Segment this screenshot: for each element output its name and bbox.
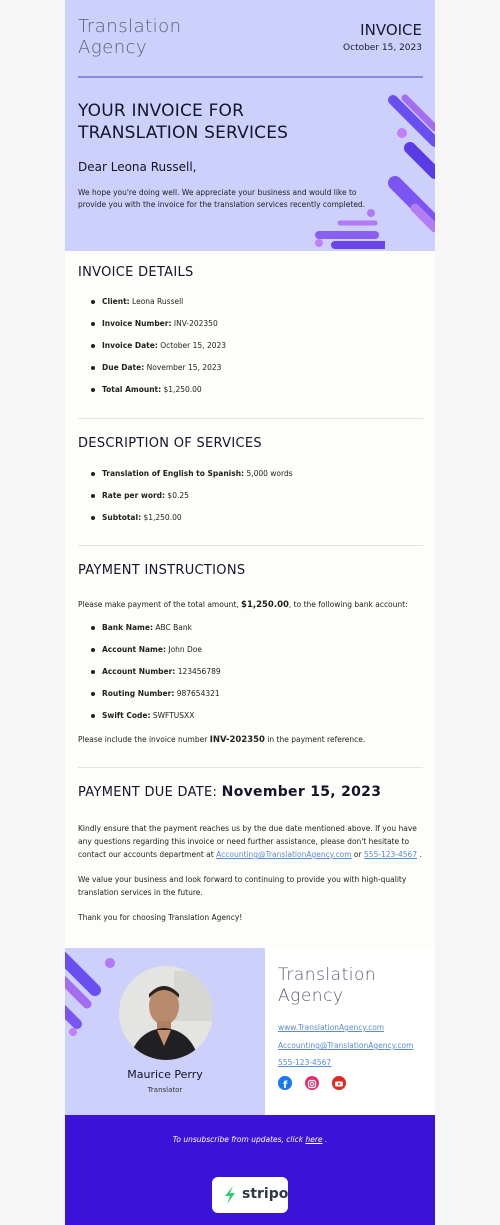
list-item <box>91 468 293 490</box>
list-item <box>91 622 221 644</box>
invoice-details-list <box>91 296 226 406</box>
item-label: Routing Number: <box>102 689 175 698</box>
greeting: Dear Leona Russell, <box>78 160 197 174</box>
signature-card <box>65 948 265 1115</box>
thank-you-text: Thank you for choosing Translation Agency! <box>78 913 243 922</box>
item-label: Due Date: <box>102 363 145 372</box>
item-value: $1,250.00 <box>141 513 182 522</box>
item-value: INV-202350 <box>171 319 218 328</box>
item-value: ABC Bank <box>152 623 192 632</box>
item-value: 987654321 <box>174 689 220 698</box>
payment-intro <box>78 598 423 612</box>
text-span: PAYMENT DUE DATE: <box>78 785 222 800</box>
intro-text: We hope you're doing well. We appreciate your business and would like to provide you with the invoice for the translation services recently completed. <box>78 188 366 209</box>
payment-reference-note <box>78 733 423 747</box>
text-span: Kindly ensure that the payment reaches us by the due date mentioned above. If you have any questions regarding this invoice or need further assistance, please don't hesitate to contact our accounts department at <box>78 824 417 859</box>
text-span: in the payment reference. <box>264 735 366 744</box>
due-date-value: November 15, 2023 <box>221 784 382 800</box>
item-label: Swift Code: <box>102 711 151 720</box>
item-label: Rate per word: <box>102 491 166 500</box>
invoice-date: October 15, 2023 <box>343 43 422 53</box>
website-link[interactable]: www.TranslationAgency.com <box>278 1023 385 1032</box>
list-item <box>91 340 226 362</box>
total-amount: $1,250.00 <box>241 600 289 610</box>
item-label: Invoice Number: <box>102 319 172 328</box>
item-label: Account Number: <box>102 667 176 676</box>
list-item <box>91 384 226 406</box>
invoice-details-heading: INVOICE DETAILS <box>78 265 194 280</box>
email-link[interactable]: Accounting@TranslationAgency.com <box>278 1041 414 1050</box>
item-value: 5,000 words <box>244 469 293 478</box>
list-item <box>91 666 221 688</box>
item-value: 123456789 <box>175 667 221 676</box>
decorative-wave-icon <box>305 205 385 251</box>
list-item <box>91 688 221 710</box>
svg-text:f: f <box>283 1080 288 1091</box>
item-label: Client: <box>102 297 130 306</box>
header-divider <box>78 76 423 78</box>
section-divider <box>78 545 423 546</box>
text-span: , to the following bank account: <box>288 600 408 609</box>
item-label: Invoice Date: <box>102 341 158 350</box>
bank-details-list <box>91 622 221 732</box>
item-label: Account Name: <box>102 645 166 654</box>
unsubscribe-link[interactable]: here <box>305 1135 323 1144</box>
stripo-badge[interactable] <box>212 1177 288 1213</box>
section-divider <box>78 767 423 768</box>
list-item <box>91 710 221 732</box>
page-title: YOUR INVOICE FOR TRANSLATION SERVICES <box>78 101 289 143</box>
text-span: . <box>322 1135 328 1144</box>
invoice-number: INV-202350 <box>209 735 265 745</box>
email-link[interactable]: Accounting@TranslationAgency.com <box>216 850 352 859</box>
section-divider <box>78 418 423 419</box>
footer-brand-text: Translation Agency <box>278 965 377 1006</box>
facebook-icon[interactable] <box>278 1076 292 1090</box>
list-item <box>91 490 293 512</box>
item-value: $1,250.00 <box>161 385 202 394</box>
text-span: . <box>417 850 422 859</box>
person-role: Translator <box>147 1086 183 1094</box>
text-span: Please make payment of the total amount, <box>78 600 242 609</box>
person-name: Maurice Perry <box>127 1068 203 1081</box>
stripo-logo-icon <box>221 1185 239 1205</box>
due-date-heading <box>78 784 381 800</box>
item-label: Bank Name: <box>102 623 153 632</box>
decorative-shapes-icon <box>385 88 435 238</box>
content-section <box>65 251 435 948</box>
phone-link[interactable]: 555-123-4567 <box>278 1058 332 1067</box>
hero-section <box>65 0 435 251</box>
person-photo-icon <box>119 966 213 1060</box>
list-item <box>91 512 293 534</box>
item-value: Leona Russell <box>129 297 184 306</box>
list-item <box>91 362 226 384</box>
value-paragraph: We value your business and look forward to continuing to provide you with high-quality translation services in the future. <box>78 875 407 897</box>
item-value: $0.25 <box>165 491 189 500</box>
payment-heading: PAYMENT INSTRUCTIONS <box>78 563 246 578</box>
avatar <box>119 966 213 1060</box>
youtube-icon[interactable] <box>332 1076 346 1090</box>
item-label: Subtotal: <box>102 513 142 522</box>
item-label: Total Amount: <box>102 385 162 394</box>
invoice-label: INVOICE <box>360 21 422 39</box>
item-value: John Doe <box>165 645 203 654</box>
email-container <box>65 0 435 1225</box>
phone-link[interactable]: 555-123-4567 <box>363 850 418 859</box>
list-item <box>91 296 226 318</box>
text-span: Please include the invoice number <box>78 735 210 744</box>
list-item <box>91 644 221 666</box>
services-heading: DESCRIPTION OF SERVICES <box>78 436 262 451</box>
services-list <box>91 468 293 534</box>
due-date-paragraph <box>78 822 423 861</box>
text-span: or <box>351 850 364 859</box>
brand-logo-text: Translation Agency <box>78 16 182 58</box>
item-value: October 15, 2023 <box>157 341 227 350</box>
item-value: November 15, 2023 <box>144 363 222 372</box>
decorative-shapes-icon <box>65 948 120 1038</box>
text-span: To unsubscribe from updates, click <box>172 1135 306 1144</box>
unsubscribe-footer <box>65 1115 435 1225</box>
stripo-logo-text: stripo <box>242 1186 289 1202</box>
item-label: Translation of English to Spanish: <box>102 469 245 478</box>
contact-card <box>265 948 435 1115</box>
list-item <box>91 318 226 340</box>
instagram-icon[interactable] <box>305 1076 319 1090</box>
item-value: SWFTUSXX <box>150 711 195 720</box>
unsubscribe-text <box>65 1135 435 1144</box>
